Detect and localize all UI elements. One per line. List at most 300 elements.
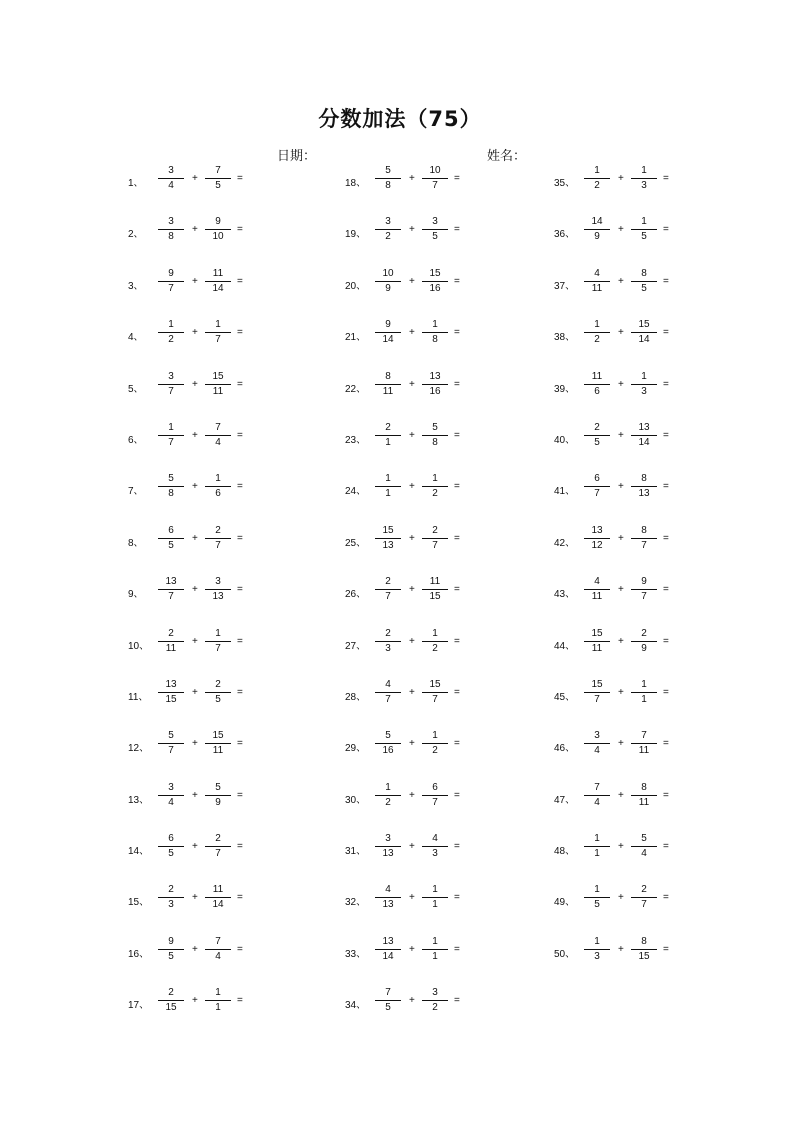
problem-item xyxy=(554,514,734,565)
denominator-2: 14 xyxy=(212,282,224,294)
plus-sign: + xyxy=(409,481,415,493)
equals-sign: = xyxy=(663,584,669,596)
fraction-1 xyxy=(158,268,184,295)
numerator-2: 2 xyxy=(641,627,647,639)
fraction-bar xyxy=(422,589,448,590)
fraction-2 xyxy=(422,576,448,603)
fraction-bar xyxy=(584,178,610,179)
denominator-2: 14 xyxy=(638,436,650,448)
problem-number: 8、 xyxy=(128,537,144,549)
plus-sign: + xyxy=(192,635,198,647)
fraction-1 xyxy=(158,833,184,860)
problem-item xyxy=(345,719,525,770)
fraction-2 xyxy=(422,833,448,860)
numerator-1: 3 xyxy=(168,781,174,793)
fraction-2 xyxy=(422,679,448,706)
equals-sign: = xyxy=(663,635,669,647)
fraction-1 xyxy=(584,679,610,706)
plus-sign: + xyxy=(192,481,198,493)
denominator-1: 8 xyxy=(168,231,174,243)
fraction-2 xyxy=(631,319,657,346)
denominator-1: 16 xyxy=(382,745,394,757)
fraction-1 xyxy=(584,268,610,295)
plus-sign: + xyxy=(618,173,624,184)
fraction-bar xyxy=(584,846,610,847)
fraction-bar xyxy=(158,332,184,333)
denominator-2: 7 xyxy=(215,334,221,346)
denominator-1: 7 xyxy=(594,693,600,705)
denominator-2: 9 xyxy=(215,796,221,808)
denominator-1: 4 xyxy=(594,796,600,808)
plus-sign: + xyxy=(192,995,198,1007)
fraction-2 xyxy=(422,473,448,500)
problem-number: 2、 xyxy=(128,229,144,241)
equals-sign: = xyxy=(663,173,669,184)
denominator-1: 5 xyxy=(594,436,600,448)
numerator-1: 1 xyxy=(594,319,600,331)
problem-number: 30、 xyxy=(345,794,367,806)
plus-sign: + xyxy=(192,892,198,904)
numerator-2: 5 xyxy=(215,781,221,793)
denominator-1: 13 xyxy=(382,848,394,860)
problem-item xyxy=(345,257,525,308)
fraction-1 xyxy=(158,216,184,243)
fraction-2 xyxy=(422,782,448,809)
fraction-2 xyxy=(631,525,657,552)
fraction-bar xyxy=(584,332,610,333)
numerator-1: 2 xyxy=(385,576,391,588)
fraction-1 xyxy=(375,782,401,809)
fraction-1 xyxy=(158,730,184,757)
fraction-bar xyxy=(158,589,184,590)
problem-item xyxy=(554,719,734,770)
fraction-1 xyxy=(375,371,401,398)
fraction-2 xyxy=(422,422,448,449)
problem-number: 36、 xyxy=(554,229,576,241)
fraction-2 xyxy=(422,216,448,243)
numerator-1: 2 xyxy=(385,627,391,639)
numerator-1: 2 xyxy=(385,421,391,433)
problem-item xyxy=(554,154,734,205)
problem-number: 27、 xyxy=(345,640,367,652)
date-label: 日期： xyxy=(277,149,317,164)
fraction-2 xyxy=(205,473,231,500)
equals-sign: = xyxy=(237,789,243,801)
denominator-2: 16 xyxy=(429,385,441,397)
denominator-1: 8 xyxy=(385,180,391,191)
fraction-bar xyxy=(375,384,401,385)
plus-sign: + xyxy=(618,532,624,544)
denominator-2: 7 xyxy=(432,796,438,808)
problem-item xyxy=(128,411,308,462)
denominator-2: 1 xyxy=(432,950,438,962)
problem-item xyxy=(128,976,308,1027)
problem-number: 12、 xyxy=(128,743,150,755)
problem-number: 33、 xyxy=(345,948,367,960)
fraction-bar xyxy=(375,692,401,693)
numerator-2: 15 xyxy=(429,267,441,279)
fraction-2 xyxy=(422,371,448,398)
equals-sign: = xyxy=(663,378,669,390)
fraction-1 xyxy=(158,473,184,500)
plus-sign: + xyxy=(409,429,415,441)
fraction-2 xyxy=(422,987,448,1014)
plus-sign: + xyxy=(618,943,624,955)
denominator-2: 7 xyxy=(641,899,647,911)
numerator-1: 8 xyxy=(385,370,391,382)
problem-number: 48、 xyxy=(554,846,576,858)
denominator-2: 2 xyxy=(432,642,438,654)
fraction-1 xyxy=(158,936,184,963)
fraction-bar xyxy=(584,897,610,898)
problem-number: 32、 xyxy=(345,897,367,909)
fraction-1 xyxy=(158,165,184,192)
equals-sign: = xyxy=(663,943,669,955)
numerator-2: 1 xyxy=(432,473,438,485)
equals-sign: = xyxy=(237,943,243,955)
denominator-1: 8 xyxy=(168,488,174,500)
fraction-2 xyxy=(631,165,657,192)
denominator-2: 3 xyxy=(641,180,647,191)
numerator-1: 13 xyxy=(591,524,603,536)
equals-sign: = xyxy=(237,995,243,1007)
fraction-bar xyxy=(158,435,184,436)
numerator-1: 3 xyxy=(385,833,391,845)
numerator-2: 2 xyxy=(641,884,647,896)
problem-item xyxy=(128,565,308,616)
denominator-2: 10 xyxy=(212,231,224,243)
fraction-1 xyxy=(375,576,401,603)
problem-number: 16、 xyxy=(128,948,150,960)
denominator-1: 11 xyxy=(382,385,394,397)
fraction-1 xyxy=(158,371,184,398)
denominator-2: 13 xyxy=(638,488,650,500)
problem-item xyxy=(128,308,308,359)
fraction-2 xyxy=(205,319,231,346)
fraction-1 xyxy=(158,576,184,603)
denominator-2: 7 xyxy=(215,642,221,654)
fraction-bar xyxy=(422,229,448,230)
numerator-1: 15 xyxy=(591,678,603,690)
problem-number: 4、 xyxy=(128,332,144,344)
problem-item xyxy=(345,411,525,462)
problem-number: 49、 xyxy=(554,897,576,909)
denominator-1: 11 xyxy=(591,591,603,603)
numerator-2: 1 xyxy=(215,319,221,331)
denominator-1: 5 xyxy=(168,848,174,860)
fraction-bar xyxy=(422,692,448,693)
fraction-bar xyxy=(422,949,448,950)
problem-item xyxy=(128,617,308,668)
equals-sign: = xyxy=(237,532,243,544)
denominator-2: 11 xyxy=(638,796,650,808)
plus-sign: + xyxy=(192,789,198,801)
numerator-1: 2 xyxy=(168,627,174,639)
problem-item xyxy=(554,873,734,924)
fraction-bar xyxy=(205,897,231,898)
fraction-2 xyxy=(422,730,448,757)
fraction-2 xyxy=(205,884,231,911)
problem-item xyxy=(128,771,308,822)
problem-item xyxy=(128,668,308,719)
fraction-bar xyxy=(205,384,231,385)
plus-sign: + xyxy=(409,995,415,1007)
fraction-1 xyxy=(375,268,401,295)
fraction-bar xyxy=(631,384,657,385)
equals-sign: = xyxy=(454,481,460,493)
fraction-2 xyxy=(205,679,231,706)
numerator-2: 11 xyxy=(212,884,224,896)
fraction-bar xyxy=(631,589,657,590)
fraction-1 xyxy=(375,319,401,346)
numerator-1: 5 xyxy=(385,730,391,742)
denominator-2: 5 xyxy=(215,180,221,191)
numerator-2: 1 xyxy=(215,627,221,639)
equals-sign: = xyxy=(237,892,243,904)
denominator-1: 5 xyxy=(168,539,174,551)
problem-item xyxy=(345,668,525,719)
numerator-1: 6 xyxy=(168,524,174,536)
problem-item xyxy=(554,360,734,411)
denominator-1: 7 xyxy=(594,488,600,500)
problem-item xyxy=(345,565,525,616)
fraction-bar xyxy=(205,692,231,693)
numerator-2: 15 xyxy=(429,678,441,690)
fraction-bar xyxy=(422,1000,448,1001)
problem-number: 47、 xyxy=(554,794,576,806)
numerator-2: 15 xyxy=(212,730,224,742)
fraction-1 xyxy=(158,319,184,346)
numerator-1: 1 xyxy=(594,935,600,947)
denominator-1: 15 xyxy=(165,693,177,705)
equals-sign: = xyxy=(237,327,243,339)
fraction-2 xyxy=(631,422,657,449)
denominator-1: 11 xyxy=(591,282,603,294)
denominator-2: 9 xyxy=(641,642,647,654)
denominator-1: 13 xyxy=(382,539,394,551)
problem-item xyxy=(345,514,525,565)
denominator-2: 11 xyxy=(638,745,650,757)
denominator-2: 7 xyxy=(641,591,647,603)
fraction-1 xyxy=(584,422,610,449)
fraction-bar xyxy=(375,178,401,179)
equals-sign: = xyxy=(454,995,460,1007)
denominator-1: 15 xyxy=(165,1002,177,1014)
problem-item xyxy=(554,668,734,719)
plus-sign: + xyxy=(618,275,624,287)
numerator-1: 3 xyxy=(385,216,391,228)
denominator-2: 7 xyxy=(432,539,438,551)
numerator-2: 1 xyxy=(641,678,647,690)
fraction-2 xyxy=(631,679,657,706)
fraction-2 xyxy=(631,371,657,398)
equals-sign: = xyxy=(454,584,460,596)
denominator-1: 5 xyxy=(168,950,174,962)
fraction-1 xyxy=(584,371,610,398)
plus-sign: + xyxy=(409,635,415,647)
problem-item xyxy=(554,925,734,976)
numerator-1: 6 xyxy=(168,833,174,845)
fraction-1 xyxy=(158,884,184,911)
problem-number: 6、 xyxy=(128,434,144,446)
fraction-1 xyxy=(584,319,610,346)
problem-number: 40、 xyxy=(554,434,576,446)
fraction-bar xyxy=(158,486,184,487)
equals-sign: = xyxy=(454,275,460,287)
problem-number: 15、 xyxy=(128,897,150,909)
denominator-1: 3 xyxy=(385,642,391,654)
fraction-2 xyxy=(631,473,657,500)
denominator-1: 1 xyxy=(385,488,391,500)
problem-item xyxy=(128,873,308,924)
fraction-bar xyxy=(158,641,184,642)
denominator-2: 15 xyxy=(638,950,650,962)
denominator-2: 8 xyxy=(432,334,438,346)
numerator-1: 2 xyxy=(594,421,600,433)
fraction-bar xyxy=(375,332,401,333)
numerator-1: 5 xyxy=(385,165,391,176)
plus-sign: + xyxy=(409,327,415,339)
fraction-bar xyxy=(158,897,184,898)
problem-number: 23、 xyxy=(345,434,367,446)
plus-sign: + xyxy=(618,686,624,698)
problem-item xyxy=(554,822,734,873)
numerator-2: 1 xyxy=(215,473,221,485)
fraction-bar xyxy=(158,281,184,282)
fraction-bar xyxy=(584,384,610,385)
numerator-1: 4 xyxy=(385,884,391,896)
numerator-1: 14 xyxy=(591,216,603,228)
plus-sign: + xyxy=(618,224,624,236)
fraction-2 xyxy=(422,165,448,192)
fraction-bar xyxy=(584,538,610,539)
denominator-1: 11 xyxy=(591,642,603,654)
problem-item xyxy=(128,462,308,513)
fraction-bar xyxy=(422,538,448,539)
fraction-bar xyxy=(205,795,231,796)
numerator-1: 4 xyxy=(594,267,600,279)
fraction-bar xyxy=(158,949,184,950)
fraction-bar xyxy=(631,846,657,847)
plus-sign: + xyxy=(618,892,624,904)
numerator-1: 9 xyxy=(168,267,174,279)
fraction-bar xyxy=(422,795,448,796)
numerator-1: 2 xyxy=(168,884,174,896)
numerator-1: 6 xyxy=(594,473,600,485)
fraction-1 xyxy=(375,936,401,963)
problem-item xyxy=(554,617,734,668)
equals-sign: = xyxy=(663,224,669,236)
problem-number: 26、 xyxy=(345,589,367,601)
fraction-bar xyxy=(205,178,231,179)
fraction-2 xyxy=(205,782,231,809)
fraction-bar xyxy=(584,795,610,796)
denominator-1: 3 xyxy=(168,899,174,911)
fraction-1 xyxy=(375,422,401,449)
equals-sign: = xyxy=(663,789,669,801)
fraction-bar xyxy=(158,846,184,847)
plus-sign: + xyxy=(192,429,198,441)
fraction-bar xyxy=(584,743,610,744)
denominator-1: 7 xyxy=(385,591,391,603)
denominator-2: 1 xyxy=(641,693,647,705)
fraction-bar xyxy=(375,538,401,539)
fraction-bar xyxy=(205,435,231,436)
fraction-bar xyxy=(205,486,231,487)
fraction-bar xyxy=(631,692,657,693)
numerator-1: 1 xyxy=(385,473,391,485)
plus-sign: + xyxy=(618,635,624,647)
fraction-1 xyxy=(375,679,401,706)
fraction-2 xyxy=(631,884,657,911)
numerator-1: 1 xyxy=(385,781,391,793)
fraction-1 xyxy=(584,216,610,243)
numerator-1: 10 xyxy=(382,267,394,279)
denominator-2: 4 xyxy=(641,848,647,860)
problem-item xyxy=(128,822,308,873)
fraction-bar xyxy=(584,692,610,693)
denominator-2: 11 xyxy=(212,385,224,397)
equals-sign: = xyxy=(237,275,243,287)
problem-item xyxy=(345,976,525,1027)
plus-sign: + xyxy=(409,378,415,390)
equals-sign: = xyxy=(454,789,460,801)
fraction-bar xyxy=(375,641,401,642)
fraction-2 xyxy=(422,628,448,655)
equals-sign: = xyxy=(663,327,669,339)
plus-sign: + xyxy=(618,841,624,853)
problem-item xyxy=(345,308,525,359)
fraction-2 xyxy=(631,628,657,655)
plus-sign: + xyxy=(618,789,624,801)
numerator-2: 6 xyxy=(432,781,438,793)
worksheet-title: 分数加法（75） xyxy=(318,107,482,131)
numerator-2: 9 xyxy=(215,216,221,228)
fraction-bar xyxy=(375,897,401,898)
plus-sign: + xyxy=(409,275,415,287)
equals-sign: = xyxy=(237,173,243,184)
fraction-1 xyxy=(158,679,184,706)
plus-sign: + xyxy=(618,481,624,493)
equals-sign: = xyxy=(237,635,243,647)
fraction-2 xyxy=(631,216,657,243)
fraction-bar xyxy=(422,281,448,282)
denominator-1: 9 xyxy=(594,231,600,243)
problem-number: 22、 xyxy=(345,383,367,395)
fraction-2 xyxy=(422,884,448,911)
fraction-bar xyxy=(422,846,448,847)
plus-sign: + xyxy=(192,327,198,339)
numerator-1: 1 xyxy=(594,833,600,845)
denominator-2: 1 xyxy=(432,899,438,911)
numerator-2: 3 xyxy=(432,216,438,228)
fraction-bar xyxy=(375,589,401,590)
numerator-1: 3 xyxy=(168,165,174,176)
numerator-1: 13 xyxy=(382,935,394,947)
fraction-bar xyxy=(631,897,657,898)
equals-sign: = xyxy=(663,481,669,493)
denominator-2: 5 xyxy=(432,231,438,243)
denominator-1: 12 xyxy=(591,539,603,551)
problem-number: 45、 xyxy=(554,691,576,703)
plus-sign: + xyxy=(192,224,198,236)
equals-sign: = xyxy=(663,841,669,853)
problem-number: 43、 xyxy=(554,589,576,601)
fraction-1 xyxy=(158,628,184,655)
fraction-1 xyxy=(375,216,401,243)
problem-item xyxy=(345,617,525,668)
fraction-1 xyxy=(375,987,401,1014)
